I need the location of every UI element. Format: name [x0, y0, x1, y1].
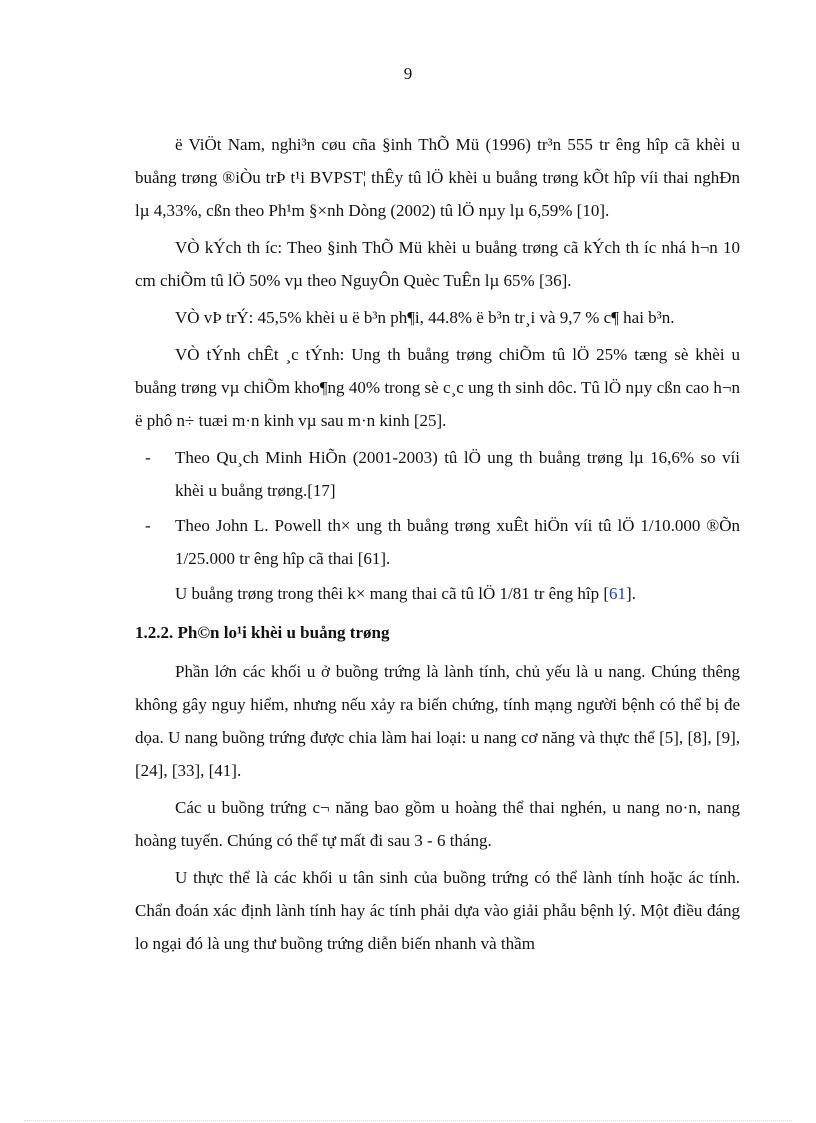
page-number: 9 — [403, 64, 413, 83]
reference-link-61[interactable]: 61 — [609, 584, 627, 603]
paragraph-size: VÒ kÝch th íc: Theo §inh ThÕ Mü khèi u buång trøng cã kÝch th íc nhá h¬n 10 cm chiÕm tû lÖ 50% vµ theo NguyÔn Quèc TuÊn lµ 65% [36]. — [135, 238, 740, 290]
list-item — [135, 509, 740, 575]
paragraph-classification: Phần lớn các khối u ở buồng trứng là lành tính, chủ yếu là u nang. Chúng thêng không gây nguy hiểm, nhưng nếu xảy ra biến chứng, tính mạng người bệnh có thể bị đe dọa. U nang buồng trứng được chia làm hai loại: u nang cơ năng và thực thể [5], [8], [9], [24], [33], [41]. — [135, 662, 740, 780]
pregnancy-rate-text: U buång trøng trong thêi k× mang thai cã tû lÖ 1/81 tr êng hîp [ — [175, 584, 610, 603]
paragraph-malignancy: VÒ tÝnh chÊt ¸c tÝnh: Ung th buång trøng chiÕm tû lÖ 25% tæng sè khèi u buång trøng vµ chiÕm kho¶ng 40% trong sè c¸c ung th sinh dôc. Tû lÖ nµy cßn cao h¬n ë phô n÷ tuæi m·n kinh vµ sau m·n kinh [25]. — [135, 345, 740, 430]
pregnancy-rate-close: ]. — [626, 584, 636, 603]
list-item — [135, 441, 740, 507]
paragraph-pregnancy-rate — [175, 577, 740, 610]
bullet-dash: - — [145, 448, 151, 467]
paragraph-organic-tumors: U thực thể là các khối u tân sinh của buồng trứng có thể lành tính hoặc ác tính. Chẩn đoán xác định lành tính hay ác tính phải dựa vào giải phẫu bệnh lý. Một điều đáng lo ngại đó là ung thư buồng trứng diễn biến nhanh và thầm — [135, 868, 740, 953]
section-heading: 1.2.2. Ph©n lo¹i khèi u buång trøng — [135, 623, 390, 642]
bullet-text: Theo Qu¸ch Minh HiÕn (2001-2003) tû lÖ ung th buång trøng lµ 16,6% so víi khèi u buång trøng.[17] — [175, 448, 740, 500]
bullet-dash: - — [145, 516, 151, 535]
page-bottom-divider — [24, 1120, 792, 1121]
paragraph-incidence: ë ViÖt Nam, nghi³n cøu cña §inh ThÕ Mü (1996) tr³n 555 tr êng hîp cã khèi u buång trøng ®iÒu trÞ t¹i BVPST¦ thÊy tû lÖ khèi u buång trøng kÕt hîp víi thai nghÐn lµ 4,33%, cßn theo Ph¹m §×nh Dòng (2002) tû lÖ nµy lµ 6,59% [10]. — [135, 135, 740, 220]
paragraph-location: VÒ vÞ trÝ: 45,5% khèi u ë b³n ph¶i, 44.8% ë b³n tr¸i và 9,7 % c¶ hai b³n. — [175, 308, 675, 327]
document-body — [135, 128, 740, 964]
paragraph-functional-cysts: Các u buồng trứng c¬ năng bao gồm u hoàng thể thai nghén, u nang no·n, nang hoàng tuyến. Chúng có thể tự mất đi sau 3 - 6 tháng. — [135, 798, 740, 850]
bullet-text: Theo John L. Powell th× ung th buång trøng xuÊt hiÖn víi tû lÖ 1/10.000 ®Õn 1/25.000 tr êng hîp cã thai [61]. — [175, 516, 740, 568]
